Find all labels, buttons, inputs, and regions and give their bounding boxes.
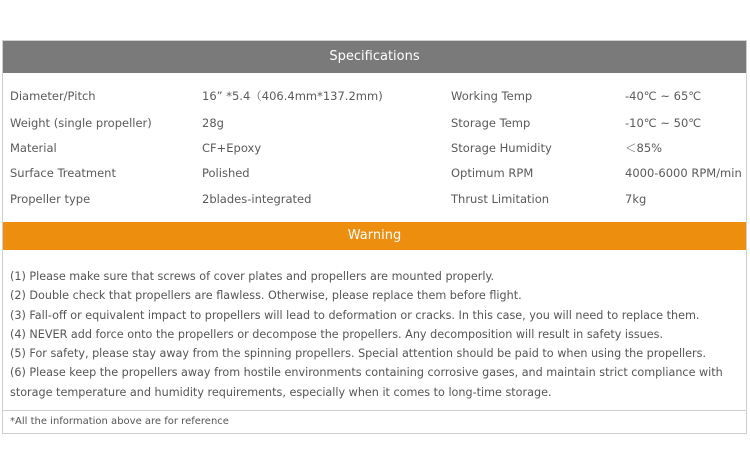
warning-item: (4) NEVER add force onto the propellers or decompose the propellers. Any decomposition will result in safety issues.: [10, 327, 664, 341]
spec-label: Material: [10, 141, 57, 155]
warning-item: (1) Please make sure that screws of cover plates and propellers are mounted properly.: [10, 270, 495, 283]
spec-label: Diameter/Pitch: [10, 89, 96, 103]
spec-value: Polished: [202, 166, 250, 180]
spec-label: Propeller type: [10, 192, 91, 206]
warning-header: Warning: [3, 222, 746, 250]
spec-row: [3, 187, 746, 212]
spec-sheet: [2, 40, 747, 434]
spec-label: Surface Treatment: [10, 166, 116, 180]
warning-item: (2) Double check that propellers are flawless. Otherwise, please replace them before flight.: [10, 289, 522, 303]
spec-label: Optimum RPM: [451, 166, 534, 180]
spec-value: 4000-6000 RPM/min: [625, 166, 742, 180]
spec-row: [3, 84, 746, 109]
spec-value: 16” *5.4（406.4mm*137.2mm): [202, 89, 383, 103]
footnote-divider: [3, 410, 746, 411]
warning-item: (3) Fall-off or equivalent impact to propellers will lead to deformation or cracks. In this case, you will need to replace them.: [10, 308, 700, 322]
spec-label: Weight (single propeller): [10, 116, 152, 130]
spec-row: [3, 161, 746, 186]
spec-value: 28g: [202, 116, 224, 130]
warning-list: [10, 267, 735, 402]
warning-item: (6) Please keep the propellers away from hostile environments containing corrosive gases, and maintain strict compliance with storage temperature and humidity requirements, especially when it comes to long-time storage.: [10, 366, 723, 399]
spec-label: Storage Temp: [451, 116, 531, 130]
footnote: *All the information above are for reference: [10, 416, 229, 427]
spec-label: Storage Humidity: [451, 141, 552, 155]
spec-value: -40℃ ~ 65℃: [625, 89, 702, 103]
spec-value: 7kg: [625, 192, 647, 206]
spec-value: -10℃ ~ 50℃: [625, 116, 702, 130]
spec-row: [3, 111, 746, 136]
warning-item: (5) For safety, please stay away from the spinning propellers. Special attention should be paid to when using the propellers.: [10, 347, 707, 361]
spec-label: Thrust Limitation: [451, 192, 550, 206]
spec-value: CF+Epoxy: [202, 141, 262, 155]
spec-value: 2blades-integrated: [202, 192, 312, 206]
specifications-header: Specifications: [3, 41, 746, 73]
spec-label: Working Temp: [451, 89, 533, 103]
spec-value: ＜85%: [625, 141, 663, 155]
spec-row: [3, 136, 746, 161]
